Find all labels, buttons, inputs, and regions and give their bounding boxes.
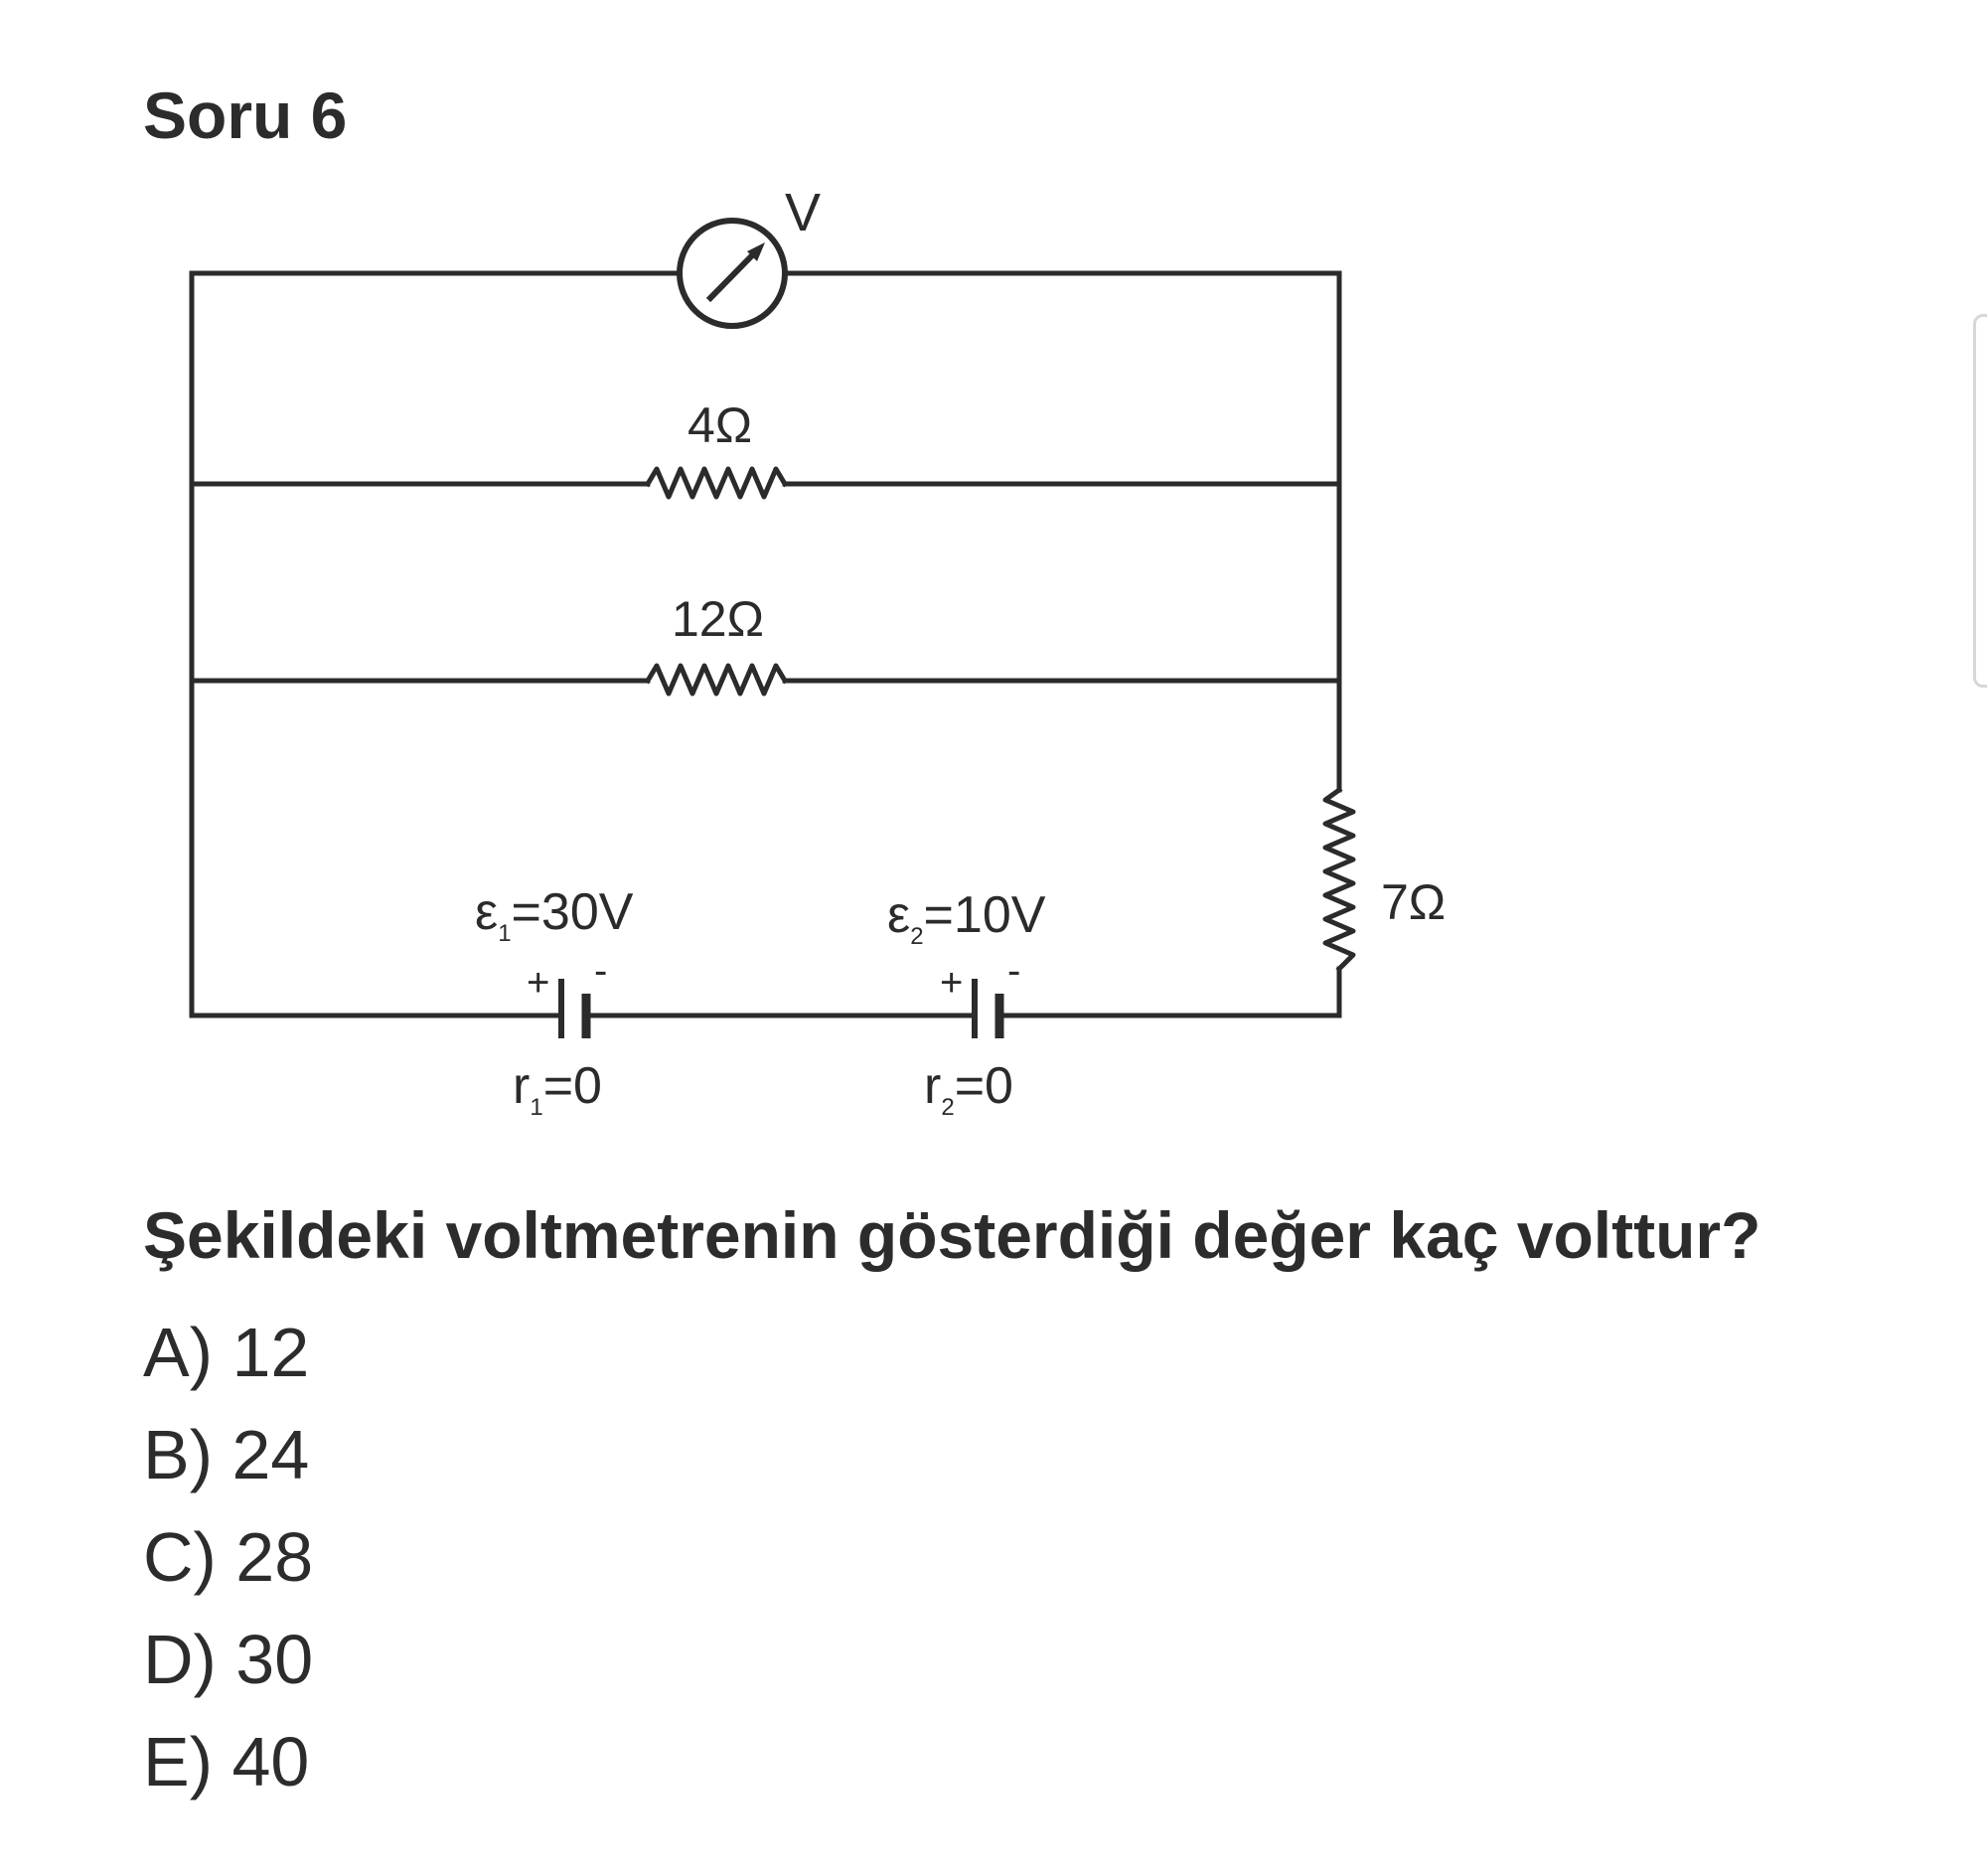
resistor-12-ohm-label: 12Ω	[672, 591, 764, 647]
resistor-7-ohm-zigzag	[1325, 790, 1353, 969]
battery-1-minus-sign: -	[594, 949, 608, 993]
option-d[interactable]: D) 30	[143, 1621, 314, 1698]
voltmeter	[680, 221, 785, 326]
resistor-4-ohm-zigzag	[648, 469, 785, 497]
battery-2-emf-label: $\varepsilon_2=10V$	[887, 886, 1046, 950]
answer-options	[143, 1302, 313, 1813]
question-title: Soru 6	[143, 78, 348, 152]
battery-1-resistance-label: $r_1=0$	[513, 1057, 602, 1121]
battery-2-resistance-label: $r_2=0$	[924, 1057, 1013, 1121]
option-e[interactable]: E) 40	[143, 1723, 310, 1800]
option-a[interactable]: A) 12	[143, 1314, 310, 1391]
battery-2	[975, 979, 999, 1038]
battery-2-plus-sign: +	[940, 961, 964, 1005]
question-text: Şekildeki voltmetrenin gösterdiği değer kaç volttur?	[143, 1198, 1761, 1272]
battery-2-minus-sign: -	[1007, 949, 1021, 993]
resistor-4-ohm-label: 4Ω	[688, 397, 753, 453]
voltmeter-label: V	[785, 183, 822, 242]
side-drawer-handle[interactable]	[1973, 314, 1987, 688]
voltmeter-needle	[708, 248, 759, 300]
option-b[interactable]: B) 24	[143, 1416, 310, 1493]
battery-1-emf-label: $\varepsilon_1=30V$	[475, 883, 634, 947]
battery-1	[561, 979, 586, 1038]
resistor-12-ohm-zigzag	[648, 666, 785, 694]
option-c[interactable]: C) 28	[143, 1518, 314, 1596]
resistor-7-ohm-label: 7Ω	[1381, 874, 1447, 930]
battery-1-plus-sign: +	[527, 961, 550, 1005]
